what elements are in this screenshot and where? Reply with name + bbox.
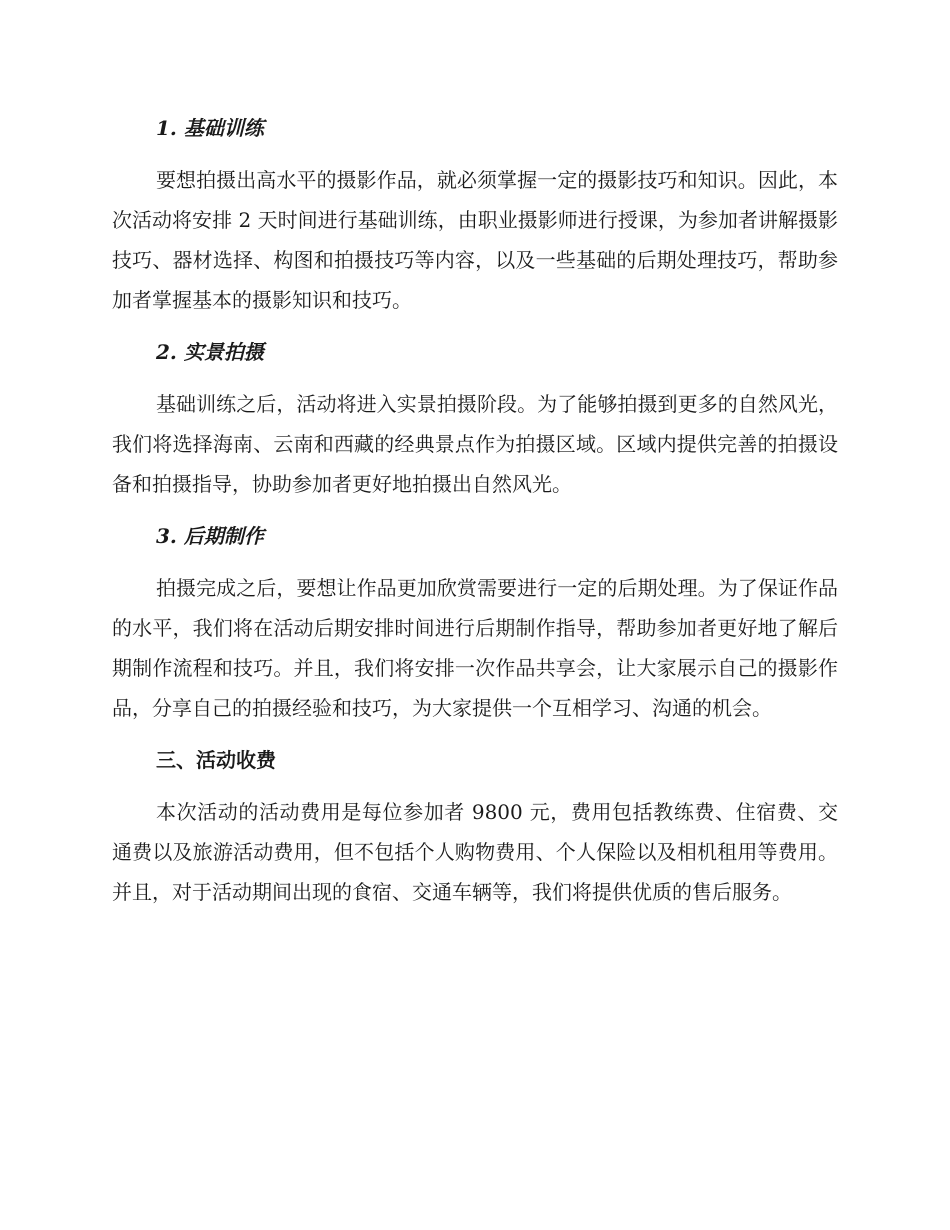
paragraph-basic-training: 要想拍摄出高水平的摄影作品，就必须掌握一定的摄影技巧和知识。因此，本次活动将安排 2 天时间进行基础训练，由职业摄影师进行授课，为参加者讲解摄影技巧、器材选择、构图和拍摄技巧等内容，以及一些基础的后期处理技巧，帮助参加者掌握基本的摄影知识和技巧。 — [112, 168, 838, 312]
section-heading-fees: 三、活动收费 — [156, 748, 276, 772]
subheading-on-site-shooting: 2. 实景拍摄 — [156, 340, 264, 364]
subheading-post-production: 3. 后期制作 — [156, 524, 264, 548]
paragraph-on-site-shooting: 基础训练之后，活动将进入实景拍摄阶段。为了能够拍摄到更多的自然风光，我们将选择海南、云南和西藏的经典景点作为拍摄区域。区域内提供完善的拍摄设备和拍摄指导，协助参加者更好地拍摄出自然风光。 — [112, 392, 838, 496]
paragraph-fees: 本次活动的活动费用是每位参加者 9800 元，费用包括教练费、住宿费、交通费以及旅游活动费用，但不包括个人购物费用、个人保险以及相机租用等费用。并且，对于活动期间出现的食宿、交通车辆等，我们将提供优质的售后服务。 — [112, 800, 838, 904]
subheading-basic-training: 1. 基础训练 — [156, 116, 264, 140]
paragraph-post-production: 拍摄完成之后，要想让作品更加欣赏需要进行一定的后期处理。为了保证作品的水平，我们将在活动后期安排时间进行后期制作指导，帮助参加者更好地了解后期制作流程和技巧。并且，我们将安排一次作品共享会，让大家展示自己的摄影作品，分享自己的拍摄经验和技巧，为大家提供一个互相学习、沟通的机会。 — [112, 576, 838, 720]
